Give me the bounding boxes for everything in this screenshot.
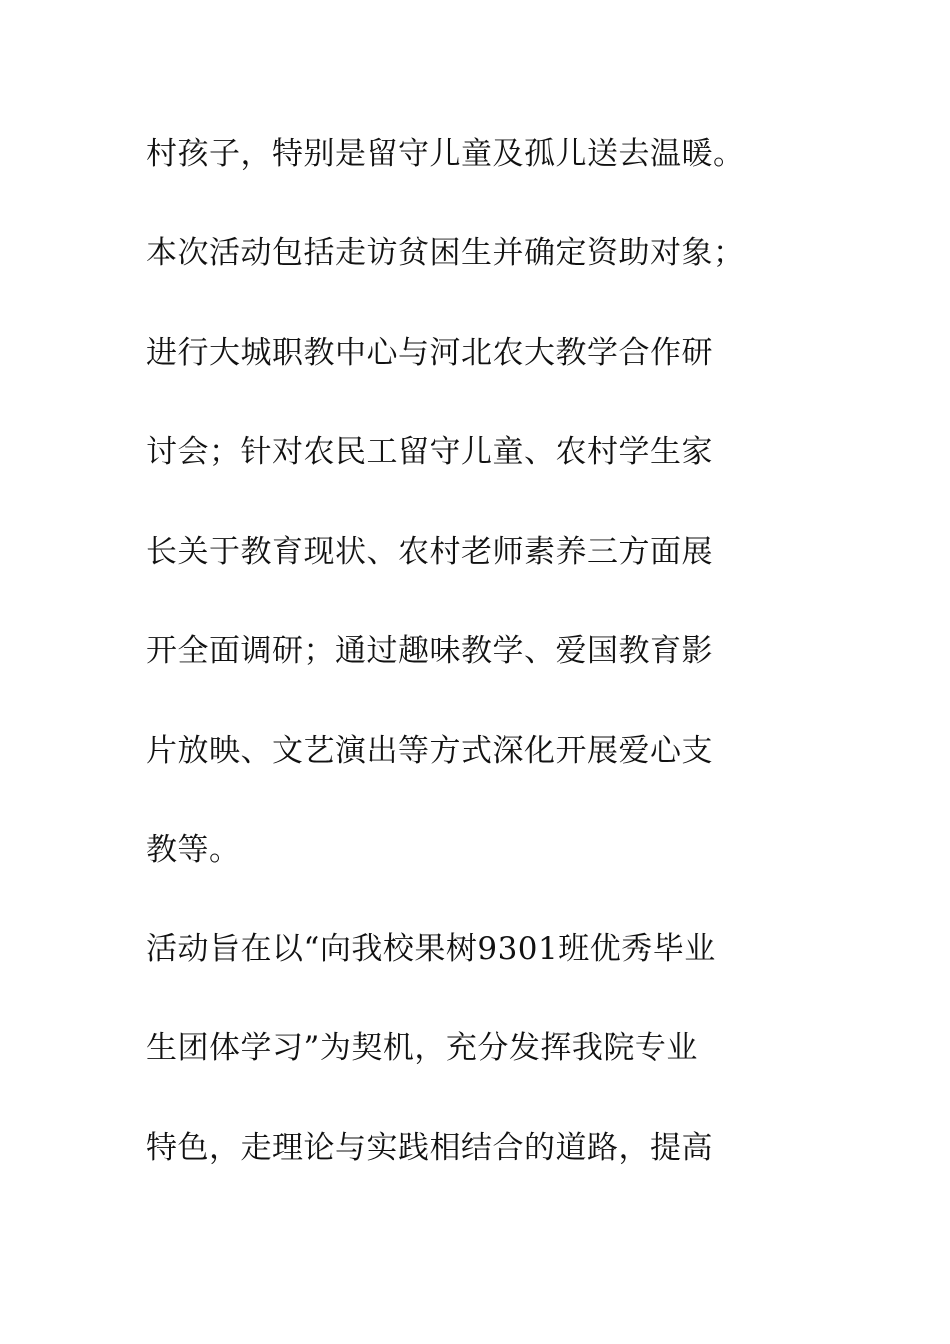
text-line: 开全面调研；通过趣味教学、爱国教育影: [146, 633, 713, 669]
text-line: 本次活动包括走访贫困生并确定资助对象；: [146, 235, 745, 271]
text-line: 进行大城职教中心与河北农大教学合作研: [146, 335, 713, 371]
text-line: 教等。: [146, 832, 241, 868]
text-line: 村孩子，特别是留守儿童及孤儿送去温暖。: [146, 136, 745, 172]
text-line: 活动旨在以“向我校果树9301班优秀毕业: [146, 931, 716, 967]
text-line: 长关于教育现状、农村老师素养三方面展: [146, 534, 713, 570]
text-line: 讨会；针对农民工留守儿童、农村学生家: [146, 434, 713, 470]
text-line: 片放映、文艺演出等方式深化开展爱心支: [146, 733, 713, 769]
text-line: 特色，走理论与实践相结合的道路，提高: [146, 1130, 713, 1166]
text-line: 生团体学习”为契机，充分发挥我院专业: [146, 1030, 698, 1066]
